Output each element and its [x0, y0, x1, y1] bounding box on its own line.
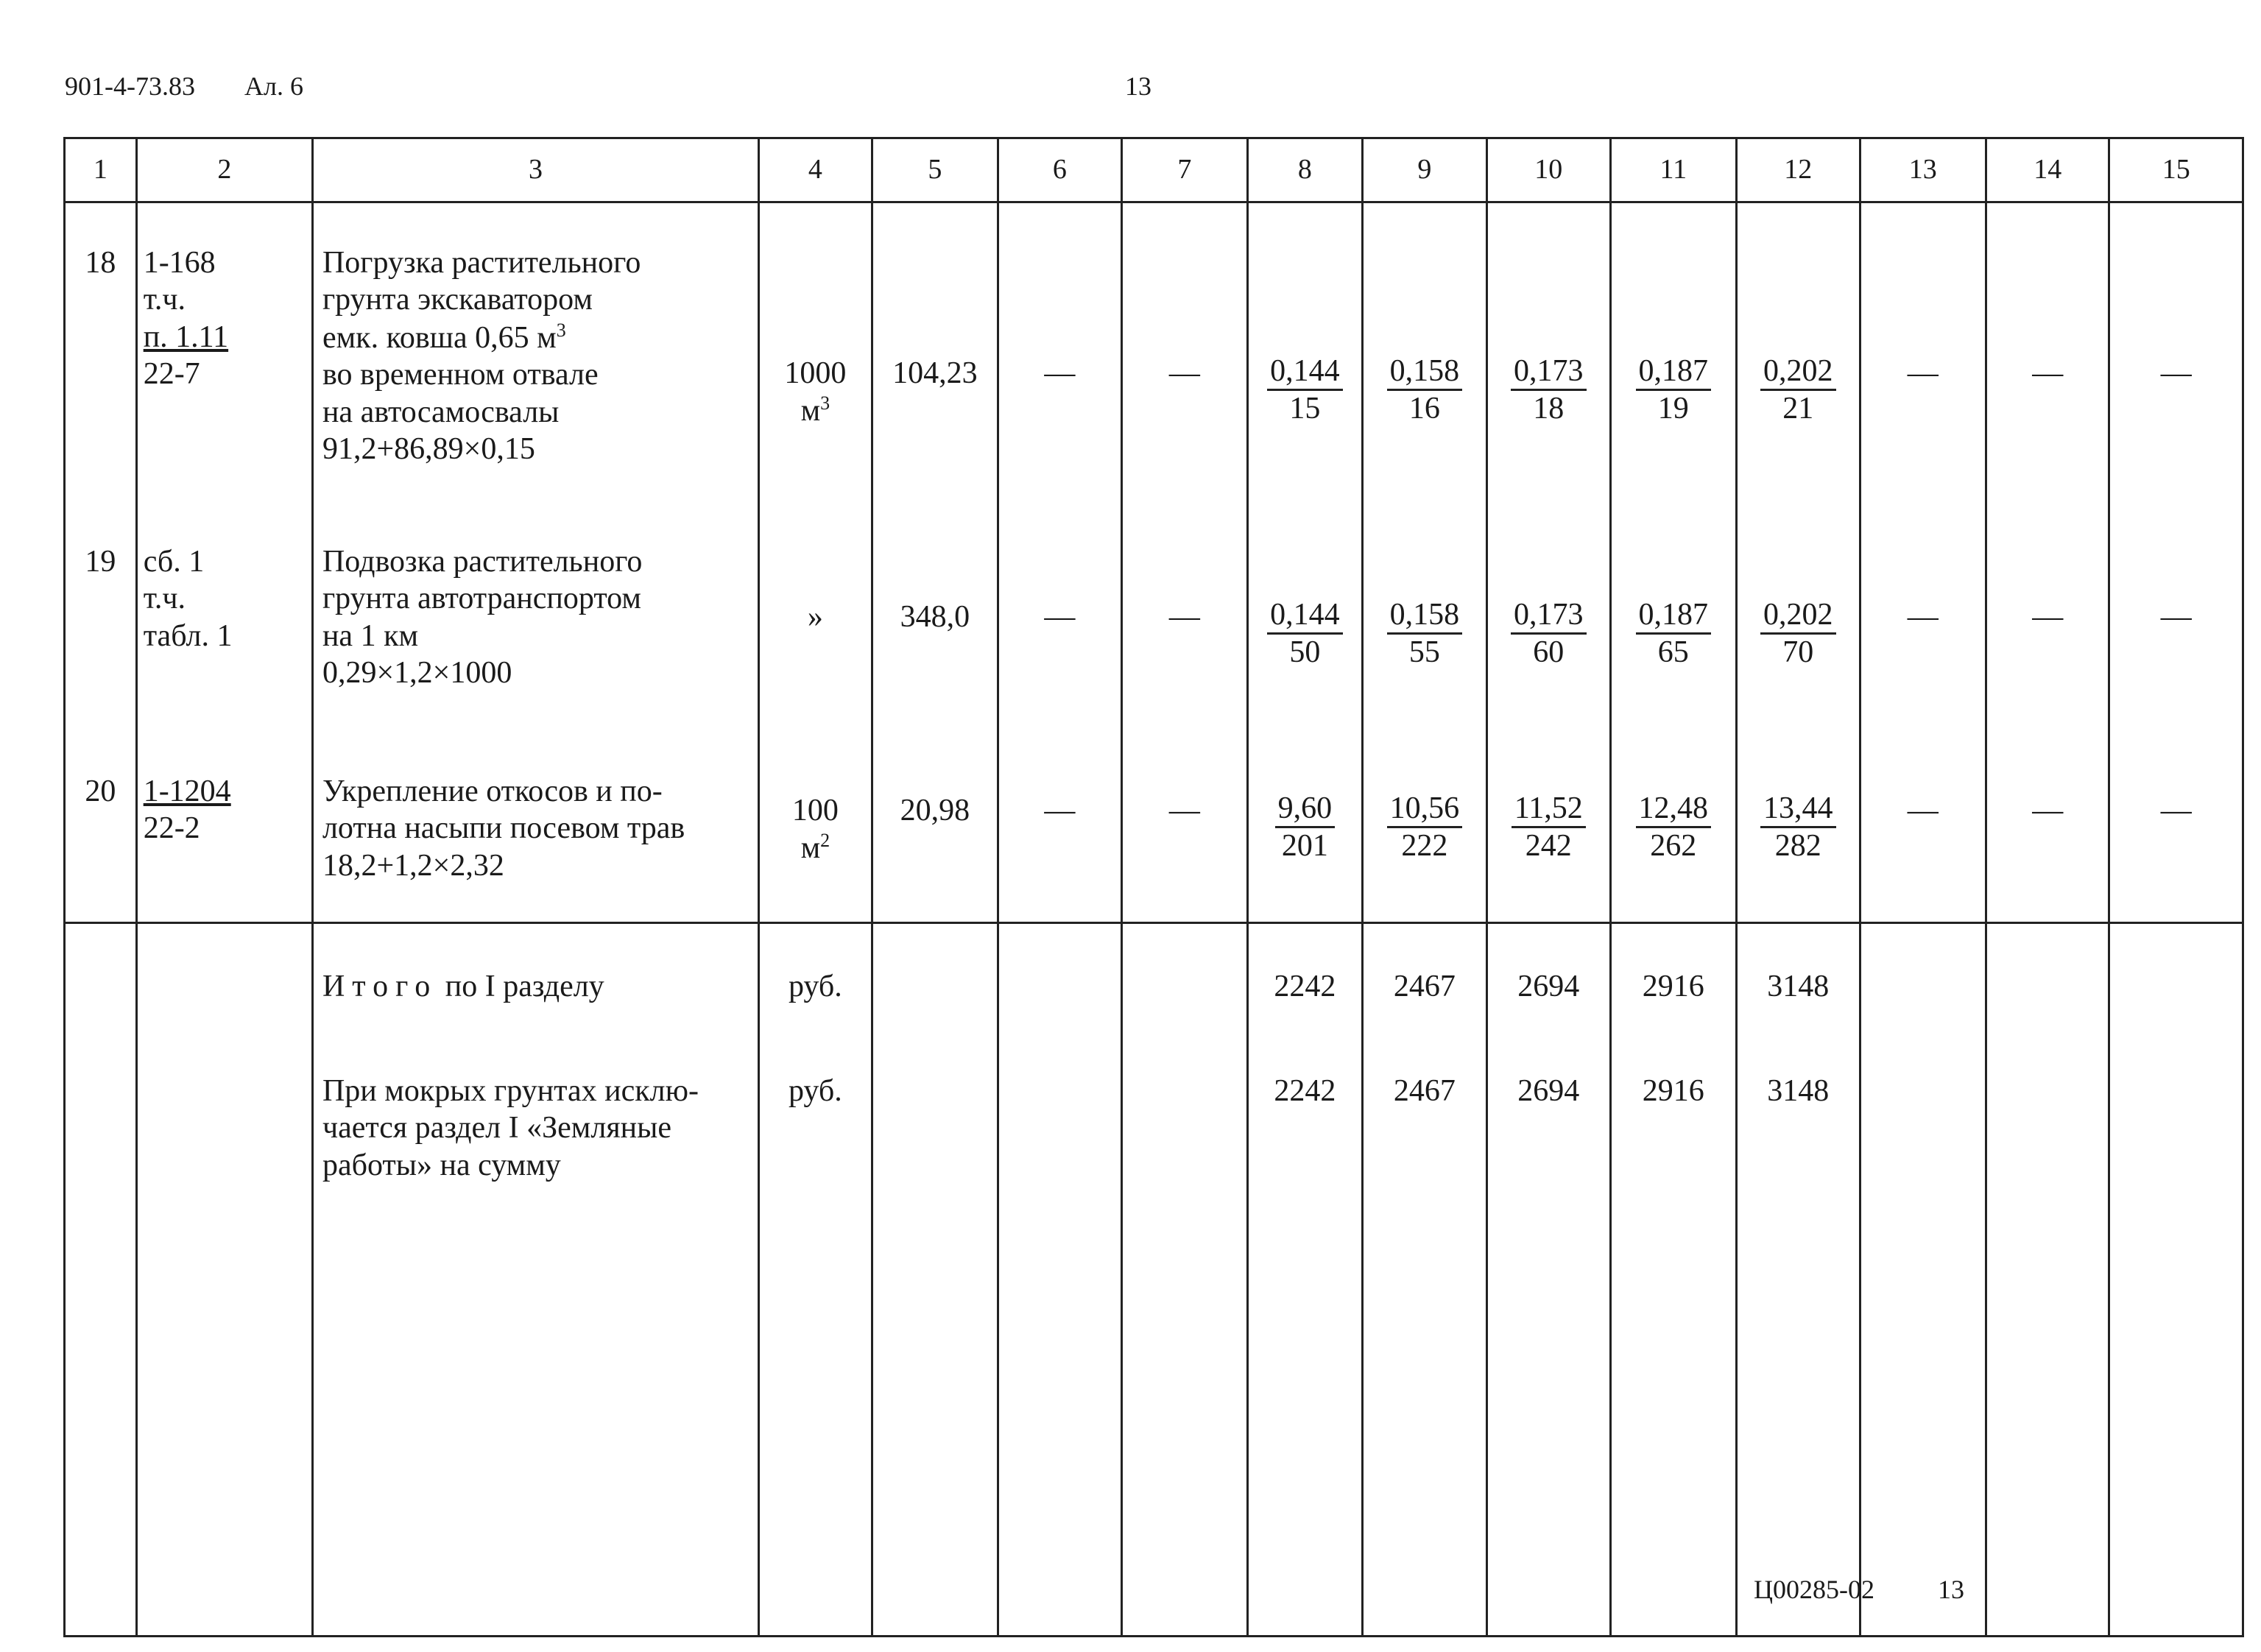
estimate-table — [63, 137, 2244, 1637]
quantity-cell: 20,98 — [872, 755, 998, 923]
desc-line: 0,29×1,2×1000 — [322, 656, 512, 691]
column-header: 5 — [872, 138, 998, 202]
note-value: 2242 — [1248, 1067, 1363, 1637]
ref-line: сб. 1 — [143, 545, 205, 579]
ref-line: т.ч. — [143, 582, 186, 616]
column-header: 6 — [998, 138, 1121, 202]
fraction-cell: $\frac{10,56}{222}$ — [1362, 755, 1486, 923]
fraction-cell: $\frac{0,158}{55}$ — [1362, 524, 1486, 755]
total-value: 2916 — [1610, 923, 1736, 1067]
dash-cell: — — [1860, 524, 1986, 755]
rate-reference — [136, 755, 312, 923]
quantity-cell: 104,23 — [872, 202, 998, 525]
column-header: 8 — [1248, 138, 1363, 202]
album-sheet: Ал. 6 — [244, 71, 303, 101]
desc-line: грунта экскаватором — [322, 283, 593, 317]
dash-cell: — — [2109, 524, 2243, 755]
dash-cell: — — [1121, 755, 1247, 923]
row-number: 19 — [65, 524, 137, 755]
column-header: 14 — [1986, 138, 2109, 202]
fraction-cell: $\frac{0,144}{15}$ — [1248, 202, 1363, 525]
quantity-cell: 348,0 — [872, 524, 998, 755]
ref-line: т.ч. — [143, 283, 186, 317]
column-header: 4 — [759, 138, 872, 202]
dash-cell: — — [1986, 202, 2109, 525]
column-header: 7 — [1121, 138, 1247, 202]
fraction-cell: $\frac{9,60}{201}$ — [1248, 755, 1363, 923]
column-header: 9 — [1362, 138, 1486, 202]
work-description — [312, 755, 758, 923]
desc-line: Укрепление откосов и по- — [322, 774, 663, 808]
desc-line: Подвозка растительного — [322, 545, 643, 579]
column-header: 12 — [1737, 138, 1860, 202]
column-header: 15 — [2109, 138, 2243, 202]
fraction-cell: $\frac{0,173}{18}$ — [1487, 202, 1610, 525]
ref-line: 1-168 — [143, 246, 216, 280]
total-value: 2242 — [1248, 923, 1363, 1067]
fraction-cell: $\frac{12,48}{262}$ — [1610, 755, 1736, 923]
work-description — [312, 202, 758, 525]
ref-line: п. 1.11 — [143, 320, 229, 354]
fraction-cell: $\frac{0,202}{70}$ — [1737, 524, 1860, 755]
fraction-cell: $\frac{13,44}{282}$ — [1737, 755, 1860, 923]
dash-cell: — — [1986, 755, 2109, 923]
total-value: 3148 — [1737, 923, 1860, 1067]
dash-cell: — — [1121, 524, 1247, 755]
footer-page-number: 13 — [1938, 1575, 1964, 1604]
desc-line: 18,2+1,2×2,32 — [322, 848, 504, 883]
column-header: 1 — [65, 138, 137, 202]
desc-line: емк. ковша 0,65 $м^3$ — [322, 319, 566, 355]
desc-line: Погрузка растительного — [322, 246, 641, 280]
footer-code: Ц00285-02 — [1754, 1575, 1874, 1604]
total-row — [65, 923, 2243, 1067]
ref-line: 22-7 — [143, 357, 200, 392]
row-number: 18 — [65, 202, 137, 525]
fraction-cell: $\frac{0,158}{16}$ — [1362, 202, 1486, 525]
dash-cell: — — [998, 524, 1121, 755]
note-value: 3148 — [1737, 1067, 1860, 1637]
dash-cell: — — [1860, 202, 1986, 525]
unit-cell: 100 $м^2$ — [759, 755, 872, 923]
dash-cell: — — [2109, 202, 2243, 525]
fraction-cell: $\frac{0,187}{19}$ — [1610, 202, 1736, 525]
column-header-row — [65, 138, 2243, 202]
column-header: 3 — [312, 138, 758, 202]
document-code: 901-4-73.83 — [65, 71, 195, 101]
total-value: 2467 — [1362, 923, 1486, 1067]
note-value: 2694 — [1487, 1067, 1610, 1637]
fraction-cell: $\frac{0,187}{65}$ — [1610, 524, 1736, 755]
fraction-cell: $\frac{0,202}{21}$ — [1737, 202, 1860, 525]
dash-cell: — — [998, 755, 1121, 923]
ref-line: 1-1204 — [143, 774, 231, 808]
desc-line: на автосамосвалы — [322, 395, 560, 429]
note-value: 2916 — [1610, 1067, 1736, 1637]
dash-cell: — — [1121, 202, 1247, 525]
table-row — [65, 755, 2243, 923]
fraction-cell: $\frac{11,52}{242}$ — [1487, 755, 1610, 923]
desc-line: лотна насыпи посевом трав — [322, 811, 685, 846]
rate-reference — [136, 524, 312, 755]
desc-line: во временном отвале — [322, 358, 599, 392]
desc-line: грунта автотранспортом — [322, 582, 641, 616]
ref-line: табл. 1 — [143, 618, 233, 653]
ref-line: 22-2 — [143, 811, 200, 846]
total-label: Итого по I разделу — [312, 923, 758, 1067]
wet-soil-note-row — [65, 1067, 2243, 1637]
work-description — [312, 524, 758, 755]
column-header: 13 — [1860, 138, 1986, 202]
fraction-cell: $\frac{0,144}{50}$ — [1248, 524, 1363, 755]
row-number: 20 — [65, 755, 137, 923]
column-header: 11 — [1610, 138, 1736, 202]
total-unit: руб. — [759, 923, 872, 1067]
rate-reference — [136, 202, 312, 525]
desc-line: 91,2+86,89×0,15 — [322, 431, 535, 466]
dash-cell: — — [2109, 755, 2243, 923]
desc-line: на 1 км — [322, 618, 419, 653]
total-value: 2694 — [1487, 923, 1610, 1067]
table-row — [65, 524, 2243, 755]
unit-cell: 1000 $м^3$ — [759, 202, 872, 525]
table-row — [65, 202, 2243, 525]
column-header: 10 — [1487, 138, 1610, 202]
dash-cell: — — [1860, 755, 1986, 923]
column-header: 2 — [136, 138, 312, 202]
dash-cell: — — [998, 202, 1121, 525]
fraction-cell: $\frac{0,173}{60}$ — [1487, 524, 1610, 755]
unit-cell: » — [759, 524, 872, 755]
note-label: При мокрых грунтах исклю- чается раздел I «Земляные работы» на сумму — [312, 1067, 758, 1637]
page-number: 13 — [1125, 71, 1151, 101]
dash-cell: — — [1986, 524, 2109, 755]
note-unit: руб. — [759, 1067, 872, 1637]
note-value: 2467 — [1362, 1067, 1486, 1637]
